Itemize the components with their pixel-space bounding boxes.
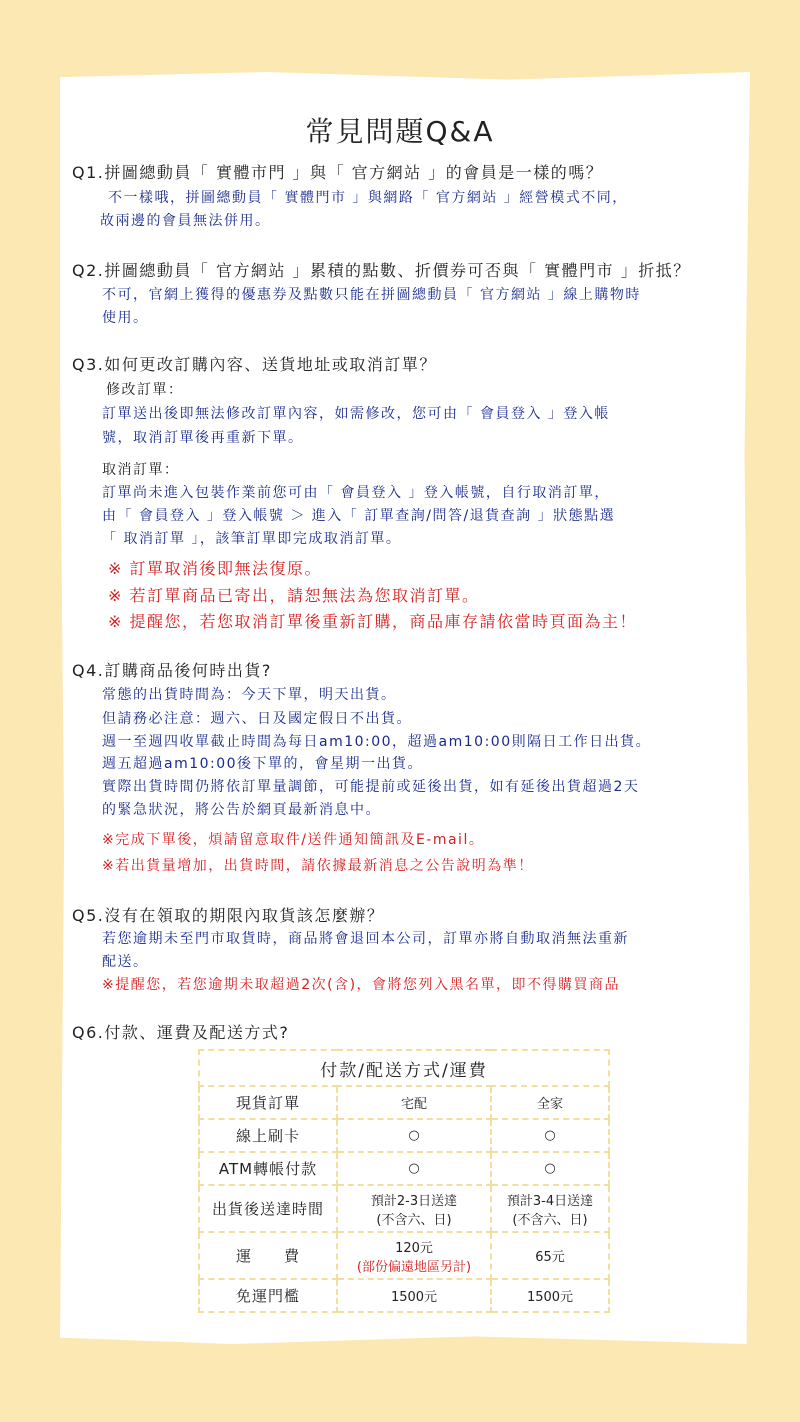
q2-answer-line: 使用。 (102, 310, 149, 326)
family-mart-cell: ○ (491, 1119, 609, 1152)
q4-answer-line: 常態的出貨時間為：今天下單，明天出貨。 (102, 687, 397, 703)
q3-modify-heading: 修改訂單： (106, 382, 184, 398)
table-row (199, 1279, 609, 1312)
q3-cancel-line: 「 取消訂單 」，該筆訂單即完成取消訂單。 (102, 531, 402, 547)
row-label: 現貨訂單 (199, 1086, 337, 1119)
q6-question: Q6.付款、運費及配送方式? (72, 1023, 290, 1042)
home-delivery-cell: ○ (337, 1152, 491, 1185)
row-label: 出貨後送達時間 (199, 1185, 337, 1232)
q2-answer-line: 不可，官網上獲得的優惠券及點數只能在拼圖總動員「 官方網站 」線上購物時 (102, 287, 641, 303)
q4-question: Q4.訂購商品後何時出貨? (72, 661, 272, 680)
q1-answer-line: 故兩邊的會員無法併用。 (100, 213, 271, 229)
q3-cancel-heading: 取消訂單： (102, 462, 180, 478)
table-row (199, 1152, 609, 1185)
q5-answer-line: 配送。 (102, 954, 149, 970)
q2-question: Q2.拼圖總動員「 官方網站 」累積的點數、折價券可否與「 實體門市 」折抵？ (72, 261, 691, 280)
family-mart-cell: 1500元 (491, 1279, 609, 1312)
home-delivery-time-note: (不含六、日) (376, 1212, 452, 1228)
page-title: 常見問題Q&A (305, 115, 495, 148)
payment-shipping-table (198, 1049, 610, 1313)
family-mart-cell (491, 1185, 609, 1232)
q3-modify-line: 訂單送出後即無法修改訂單內容，如需修改，您可由「 會員登入 」登入帳 (102, 406, 610, 422)
row-label: 線上刷卡 (199, 1119, 337, 1152)
q4-answer-line: 實際出貨時間仍將依訂單量調節，可能提前或延後出貨，如有延後出貨超過2天 (102, 779, 640, 795)
table-row (199, 1232, 609, 1279)
table-row (199, 1185, 609, 1232)
q3-cancel-line: 由「 會員登入 」登入帳號 ＞ 進入「 訂單查詢/問答/退貨查詢 」狀態點選 (102, 508, 616, 524)
q1-question: Q1.拼圖總動員「 實體市門 」與「 官方網站 」的會員是一樣的嗎？ (72, 163, 604, 182)
family-mart-cell: 全家 (491, 1086, 609, 1119)
home-shipping-fee: 120元 (395, 1240, 433, 1256)
home-delivery-cell: 1500元 (337, 1279, 491, 1312)
row-label: 免運門檻 (199, 1279, 337, 1312)
q4-answer-line: 週一至週四收單截止時間為每日am10:00，超過am10:00則隔日工作日出貨。 (102, 734, 652, 750)
q3-question: Q3.如何更改訂購內容、送貨地址或取消訂單？ (72, 355, 437, 374)
home-shipping-fee-note: (部份偏遠地區另計) (356, 1259, 472, 1275)
q3-modify-line: 號，取消訂單後再重新下單。 (102, 430, 304, 446)
table-row (199, 1086, 609, 1119)
q4-answer-line: 但請務必注意：週六、日及國定假日不出貨。 (102, 711, 412, 727)
table-header: 付款/配送方式/運費 (199, 1050, 609, 1086)
q4-note: ※完成下單後，煩請留意取件/送件通知簡訊及E-mail。 (102, 832, 485, 848)
family-mart-time-note: (不含六、日) (512, 1212, 588, 1228)
family-mart-time: 預計3-4日送達 (506, 1193, 594, 1209)
q4-answer-line: 週五超過am10:00後下單的，會星期一出貨。 (102, 756, 424, 772)
home-delivery-cell (337, 1232, 491, 1279)
q3-note: ※ 提醒您，若您取消訂單後重新訂購，商品庫存請依當時頁面為主！ (108, 612, 637, 631)
family-mart-cell: 65元 (491, 1232, 609, 1279)
home-delivery-time: 預計2-3日送達 (370, 1193, 458, 1209)
q1-answer-line: 不一樣哦，拼圖總動員「 實體門市 」與網路「 官方網站 」經營模式不同， (108, 190, 628, 206)
home-delivery-cell: 宅配 (337, 1086, 491, 1119)
q3-note: ※ 若訂單商品已寄出，請恕無法為您取消訂單。 (108, 586, 480, 605)
home-delivery-cell: ○ (337, 1119, 491, 1152)
q5-question: Q5.沒有在領取的期限內取貨該怎麼辦？ (72, 906, 385, 925)
q4-answer-line: 的緊急狀況，將公告於網頁最新消息中。 (102, 802, 381, 818)
q5-note: ※提醒您，若您逾期未取超過2次(含)，會將您列入黑名單，即不得購買商品 (102, 977, 621, 993)
row-label: ATM轉帳付款 (199, 1152, 337, 1185)
table-row (199, 1119, 609, 1152)
family-mart-cell: ○ (491, 1152, 609, 1185)
q5-answer-line: 若您逾期未至門市取貨時，商品將會退回本公司，訂單亦將自動取消無法重新 (102, 931, 629, 947)
row-label: 運 費 (199, 1232, 337, 1279)
q3-note: ※ 訂單取消後即無法復原。 (108, 559, 322, 578)
q3-cancel-line: 訂單尚未進入包裝作業前您可由「 會員登入 」登入帳號，自行取消訂單， (102, 485, 610, 501)
home-delivery-cell (337, 1185, 491, 1232)
q4-note: ※若出貨量增加，出貨時間，請依據最新消息之公告說明為準！ (102, 858, 534, 874)
